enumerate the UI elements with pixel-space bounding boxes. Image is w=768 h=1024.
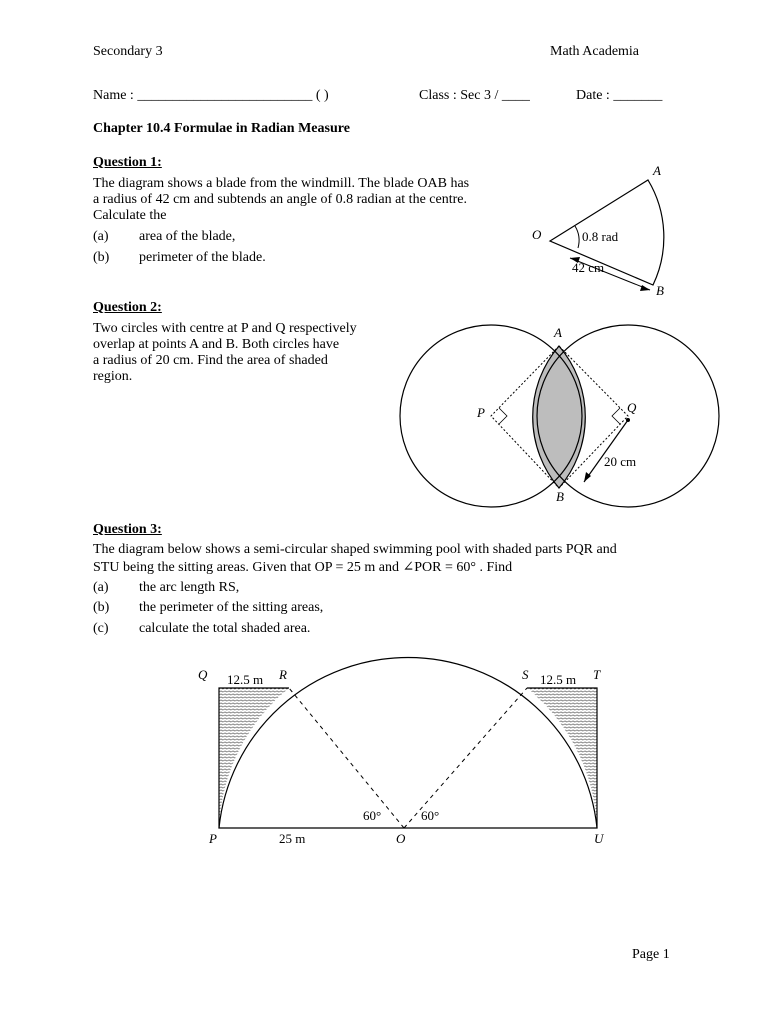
q2-line: overlap at points A and B. Both circles have <box>93 337 340 352</box>
q1-line: The diagram shows a blade from the windmill. The blade OAB has <box>93 176 470 191</box>
q3-label-S: S <box>522 667 529 682</box>
q1-radius-label: 42 cm <box>572 260 605 275</box>
class-field: Class : Sec 3 / ____ <box>419 88 530 103</box>
q2-label-B: B <box>556 489 564 504</box>
q1-part-b-label: (b) <box>93 250 110 265</box>
q2-line: Two circles with centre at P and Q respectively <box>93 321 357 336</box>
q3-part-b-text: the perimeter of the sitting areas, <box>139 600 324 615</box>
q3-part-a-label: (a) <box>93 580 109 595</box>
q1-title: Question 1: <box>93 155 162 170</box>
q1-angle-label: 0.8 rad <box>582 229 619 244</box>
q1-part-b-text: perimeter of the blade. <box>139 250 266 265</box>
q3-right-length: 12.5 m <box>540 672 577 687</box>
q3-line1: The diagram below shows a semi-circular shaped swimming pool with shaded parts PQR and <box>93 542 617 557</box>
q3-base-length: 25 m <box>279 831 306 846</box>
q1-part-a-label: (a) <box>93 229 109 244</box>
q3-angle-right: 60° <box>421 808 440 823</box>
q3-label-O: O <box>396 831 406 846</box>
header-left: Secondary 3 <box>93 44 163 59</box>
q3-left-length: 12.5 m <box>227 672 264 687</box>
q1-line: a radius of 42 cm and subtends an angle of 0.8 radian at the centre. <box>93 192 467 207</box>
q2-line: region. <box>93 369 133 384</box>
q3-label-P: P <box>209 831 217 846</box>
q3-label-U: U <box>594 831 604 846</box>
q3-title: Question 3: <box>93 522 162 537</box>
q3-part-a-text: the arc length RS, <box>139 580 240 595</box>
date-field: Date : _______ <box>576 88 663 103</box>
q3-angle-left: 60° <box>363 808 382 823</box>
q3-line2: STU being the sitting areas. Given that OP = 25 m and ∠POR = 60° . Find <box>93 560 513 575</box>
q2-radius-label: 20 cm <box>604 454 637 469</box>
q1-part-a-text: area of the blade, <box>139 229 236 244</box>
q2-label-A: A <box>554 325 562 340</box>
q3-part-c-text: calculate the total shaded area. <box>139 621 311 636</box>
q3-radius-OS <box>404 688 527 828</box>
q1-label-O: O <box>532 227 542 242</box>
q1-label-B: B <box>656 283 664 298</box>
header-right: Math Academia <box>550 44 640 59</box>
q2-label-P: P <box>477 405 485 420</box>
q1-line: Calculate the <box>93 208 167 223</box>
chapter-title: Chapter 10.4 Formulae in Radian Measure <box>93 121 350 136</box>
q2-label-Q: Q <box>627 400 637 415</box>
q3-label-T: T <box>593 667 601 682</box>
q3-label-R: R <box>279 667 287 682</box>
name-field: Name : _________________________ ( ) <box>93 88 329 103</box>
page-number: Page 1 <box>632 947 670 962</box>
q3-radius-OR <box>289 688 404 828</box>
q2-title: Question 2: <box>93 300 162 315</box>
q3-part-c-label: (c) <box>93 621 109 636</box>
q1-label-A: A <box>653 163 661 178</box>
q3-label-Q: Q <box>198 667 208 682</box>
q3-part-b-label: (b) <box>93 600 110 615</box>
q2-line: a radius of 20 cm. Find the area of shaded <box>93 353 328 368</box>
